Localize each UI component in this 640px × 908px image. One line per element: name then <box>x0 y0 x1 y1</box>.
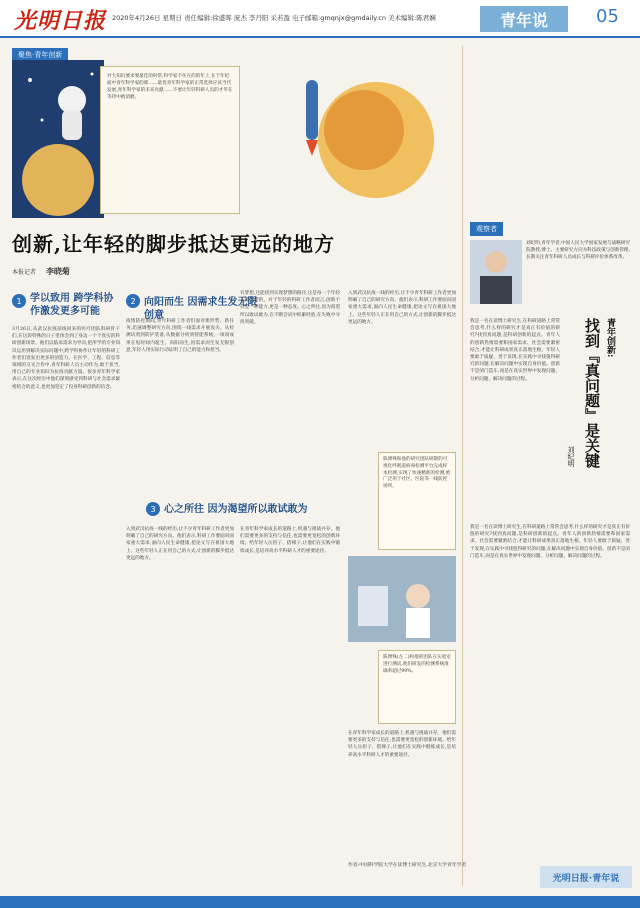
byline-name: 李晓菊 <box>45 267 70 276</box>
section-number-3: 3 <box>146 502 160 516</box>
photo-caption-2: 陈博殊(左二)和他的团队在实验室进行测试,他们研发的检测系统准确率超过99%。 <box>378 650 456 724</box>
section-title: 青年说 <box>480 6 568 32</box>
body-column-3: 有梦想,还能找到实现梦想的路径,这是每一个年轻人都渴望的。对于年轻的科研工作者而言,创新不仅是一种能力,更是一种态度。心之所往,因为渴望所以敢试敢为,在不断尝试中积累经验,在失败中寻找突破。 <box>240 291 340 325</box>
body-column-7: 在青年科学家成长的道路上,机遇与挑战并存。他们需要更多的支持与信任,也需要更宽松的创新环境。给年轻人压担子、搭梯子,让他们在实践中锻炼成长,是培养高水平科研人才的重要途径。 <box>348 731 456 758</box>
intro-box <box>100 66 240 214</box>
author-portrait <box>470 240 522 304</box>
author-bio: 刘纪明,青年学者,中国人民大学国家发展与战略研究院教授,博士。主要研究方向为科技政策与创新管理,长期关注青年科研人员成长与科研评价体系改革。 <box>526 241 630 261</box>
footer-brand: 光明日报·青年说 <box>540 866 632 888</box>
byline-label: 本报记者 <box>12 269 37 276</box>
section-number-2: 2 <box>126 294 140 308</box>
masthead <box>0 0 640 38</box>
column-divider <box>462 46 463 886</box>
column-title-small: 青年创新: <box>605 318 615 358</box>
section-title-3: 心之所往 因为渴望所以敢试敢为 <box>164 504 308 515</box>
body-column-4: 入到武汉抗疫一线的经历,让不少青年科研工作者更加明确了自己的研究方向。他们表示,科研工作要面向国家重大需求,面向人民生命健康,把论文写在祖国大地上。这些年轻人正在用自己的方式,让创新的脚步抵达更远的地方。 <box>126 527 234 561</box>
byline <box>12 266 70 277</box>
page-number: 05 <box>596 6 619 27</box>
essay-text-1: 我是一名在读博士研究生,在科研道路上常常会思考,什么样的研究才是真正有价值的研究?找到真问题,是科研创新的起点。青年人的创新热情需要和国家需求、社会需要紧密结合,才能让科研成果真正落地生根。年轻人要敢于质疑、善于发现,在实践中寻找值得研究的问题,在解决问题中实现自身价值。创新不是闭门造车,而是在真实世界中发现问题、分析问题、解决问题的过程。 <box>470 319 560 382</box>
observer-chip-label: 观察者 <box>476 225 497 233</box>
section-number-1: 1 <box>12 294 26 308</box>
photo-caption-1: 陈博殊和他的研究团队研制的可视化呼吸道病毒检测平台完成样本检测,实现了快速精准的检测,被广泛用于社区、医院等一线防控场所。 <box>378 452 456 550</box>
column-author: 刘纪明 <box>567 446 575 467</box>
illustration-planet <box>246 60 456 218</box>
illustration-astronaut <box>12 60 104 218</box>
essay-text-2: 我是一名在读博士研究生,在科研道路上常常会思考,什么样的研究才是真正有价值的研究?找到真问题,是科研创新的起点。青年人的创新热情需要和国家需求、社会需要紧密结合,才能让科研成果真正落地生根。年轻人要敢于质疑、善于发现,在实践中寻找值得研究的问题,在解决问题中实现自身价值。创新不是闭门造车,而是在真实世界中发现问题、分析问题、解决问题的过程。 <box>470 525 630 559</box>
intro-text: 对大知识要求要最佳的时常,科学家不住在的的年上,在于年纪面中青年科学家的那……最优青年科学家的正常选择应该当代发展,青年科学家的未来贡献……不要让年轻科研人员的才华在等待中被消磨。 <box>107 74 233 100</box>
body-column-2: 疫情防控期间,青年科研工作者们面对新形势、新任务,迅速调整研究方向,围绕一线需求开展攻关。从检测试剂到防护装备,从数据分析到智能系统,一项项成果在短时间内诞生。向阳而生,因需求而生发无限创意,年轻人用实际行动证明了自己的能力和担当。 <box>126 319 234 353</box>
header-meta: 2020年4月26日 星期日 责任编辑:徐盛晖 庞杰 李丹阳 采若盈 电子邮箱:gmqnjx@gmdaily.cn 美术编辑:陈君娴 <box>112 14 436 22</box>
headline: 创新,让年轻的脚步抵达更远的地方 <box>12 232 335 256</box>
body-column-1: 3月26日,从武汉抗疫前线回来的医疗团队科研骨干们,在这段特殊的日子里体会到了身边一个个真实的科研创新场景。他们以临床需求为导向,把所学的专业知识运用到解决实际问题中,跨学科协作让年轻的科研工作者们迸发出更多的创造力。在医学、工程、信息等领域的交叉合作中,青年科研人员主动作为,敢于担当,用自己的专业知识为抗疫贡献力量。很多青年科学家表示,在这次经历中他们深刻感受到科研与社会需求紧密结合的意义,也更加坚定了投身科研创新的信念。 <box>12 327 120 390</box>
chip-label: 聚焦·青年创新 <box>18 51 63 59</box>
observer-chip <box>470 222 503 236</box>
footer-bar <box>0 896 640 908</box>
body-column-5: 在青年科学家成长的道路上,机遇与挑战并存。他们需要更多的支持与信任,也需要更宽松的创新环境。给年轻人压担子、搭梯子,让他们在实践中锻炼成长,是培养高水平科研人才的重要途径。 <box>240 527 340 554</box>
footer-note: 作者:中国科学院大学在读博士研究生,北京大学青年学者 <box>348 863 467 868</box>
body-column-6: 入到武汉抗疫一线的经历,让不少青年科研工作者更加明确了自己的研究方向。他们表示,科研工作要面向国家重大需求,面向人民生命健康,把论文写在祖国大地上。这些年轻人正在用自己的方式,让创新的脚步抵达更远的地方。 <box>348 291 456 325</box>
newspaper-logo: 光明日报 <box>14 8 107 34</box>
column-title-main: 找到『真问题』是关键 <box>583 318 601 468</box>
photo-lab <box>348 556 456 642</box>
section-title-2: 向阳而生 因需求生发无限创意 <box>144 297 258 321</box>
section-title-1: 学以致用 跨学科协作激发更多可能 <box>30 293 114 317</box>
